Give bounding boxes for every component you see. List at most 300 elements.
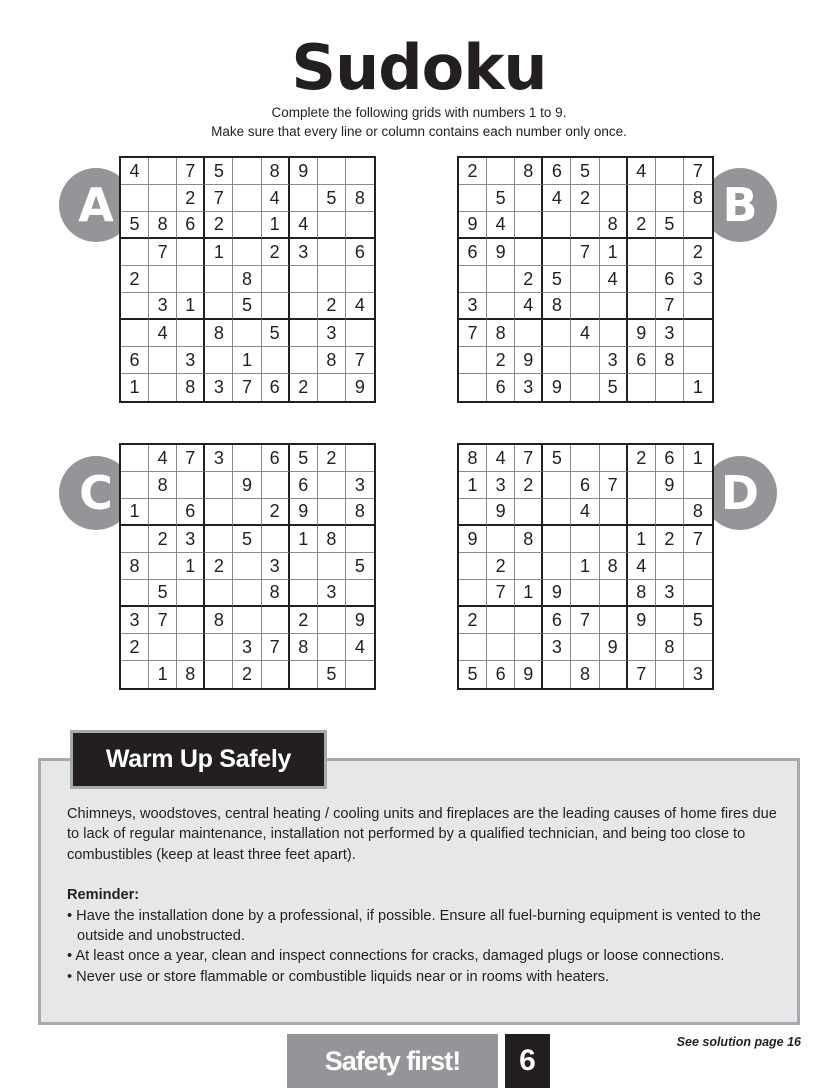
sudoku-cell <box>205 472 233 499</box>
sudoku-cell <box>459 266 487 293</box>
sudoku-cell: 7 <box>487 580 515 607</box>
sudoku-cell: 4 <box>628 158 656 185</box>
sudoku-cell: 8 <box>600 553 628 580</box>
sudoku-cell: 9 <box>459 526 487 553</box>
sudoku-cell: 7 <box>346 347 374 374</box>
sudoku-cell: 5 <box>459 661 487 688</box>
sudoku-cell: 9 <box>515 661 543 688</box>
sudoku-cell <box>515 320 543 347</box>
sudoku-cell <box>149 374 177 401</box>
sudoku-cell <box>571 347 599 374</box>
sudoku-cell: 1 <box>149 661 177 688</box>
sudoku-cell: 4 <box>149 445 177 472</box>
sudoku-cell <box>515 553 543 580</box>
sudoku-cell <box>233 158 261 185</box>
sudoku-cell <box>571 580 599 607</box>
sudoku-cell: 1 <box>233 347 261 374</box>
sudoku-cell: 4 <box>571 320 599 347</box>
sudoku-cell: 2 <box>684 239 712 266</box>
sudoku-cell <box>290 185 318 212</box>
sudoku-cell <box>177 239 205 266</box>
sudoku-cell: 9 <box>487 499 515 526</box>
sudoku-cell <box>233 239 261 266</box>
sudoku-cell: 1 <box>684 445 712 472</box>
sudoku-cell <box>487 158 515 185</box>
sudoku-cell <box>233 553 261 580</box>
sudoku-cell <box>600 607 628 634</box>
sudoku-cell: 8 <box>177 661 205 688</box>
reminder-bullet: • At least once a year, clean and inspect connections for cracks, damaged plugs or loose connections. <box>67 948 725 965</box>
sudoku-cell: 8 <box>515 526 543 553</box>
sudoku-cell <box>656 374 684 401</box>
sudoku-cell <box>600 499 628 526</box>
sudoku-cell: 2 <box>487 553 515 580</box>
sudoku-cell <box>233 607 261 634</box>
sudoku-cell <box>515 607 543 634</box>
sudoku-cell: 2 <box>318 445 346 472</box>
sudoku-cell <box>290 661 318 688</box>
sudoku-cell: 8 <box>205 607 233 634</box>
sudoku-cell <box>318 158 346 185</box>
sudoku-cell: 5 <box>656 212 684 239</box>
sudoku-cell: 8 <box>121 553 149 580</box>
sudoku-cell <box>262 266 290 293</box>
sudoku-cell <box>600 580 628 607</box>
sudoku-cell <box>571 634 599 661</box>
sudoku-cell <box>487 607 515 634</box>
sudoku-cell: 6 <box>656 445 684 472</box>
sudoku-cell: 5 <box>543 266 571 293</box>
sudoku-cell <box>318 266 346 293</box>
sudoku-cell: 7 <box>177 445 205 472</box>
sudoku-cell: 9 <box>515 347 543 374</box>
sudoku-cell: 1 <box>571 553 599 580</box>
sudoku-cell <box>459 634 487 661</box>
sudoku-cell <box>262 661 290 688</box>
sudoku-grid-a <box>119 156 376 403</box>
sudoku-cell: 8 <box>487 320 515 347</box>
sudoku-cell <box>487 634 515 661</box>
sudoku-cell: 5 <box>318 185 346 212</box>
sudoku-cell: 5 <box>318 661 346 688</box>
sudoku-cell: 2 <box>459 607 487 634</box>
sudoku-cell <box>684 293 712 320</box>
sudoku-cell: 8 <box>233 266 261 293</box>
sudoku-cell <box>262 347 290 374</box>
sudoku-cell <box>346 526 374 553</box>
sudoku-cell: 2 <box>262 239 290 266</box>
sudoku-cell: 4 <box>571 499 599 526</box>
sudoku-cell: 9 <box>459 212 487 239</box>
sudoku-cell <box>459 374 487 401</box>
sudoku-cell: 6 <box>121 347 149 374</box>
sudoku-cell <box>121 472 149 499</box>
reminder-label: Reminder: <box>67 887 140 904</box>
sudoku-grid-c <box>119 443 376 690</box>
sudoku-cell <box>318 499 346 526</box>
sudoku-cell <box>121 580 149 607</box>
sudoku-cell: 4 <box>628 553 656 580</box>
sudoku-cell: 3 <box>149 293 177 320</box>
sudoku-cell: 3 <box>487 472 515 499</box>
sudoku-cell: 8 <box>318 526 346 553</box>
page-title: Sudoku <box>291 31 547 104</box>
sudoku-cell: 2 <box>515 266 543 293</box>
sudoku-cell: 6 <box>628 347 656 374</box>
sudoku-cell <box>656 185 684 212</box>
sudoku-cell: 7 <box>600 472 628 499</box>
sudoku-cell: 2 <box>487 347 515 374</box>
sudoku-cell <box>205 634 233 661</box>
sudoku-cell <box>571 445 599 472</box>
sudoku-cell <box>656 499 684 526</box>
sudoku-cell: 3 <box>121 607 149 634</box>
sudoku-cell: 6 <box>487 374 515 401</box>
sudoku-cell <box>346 266 374 293</box>
sudoku-cell: 2 <box>318 293 346 320</box>
puzzle-badge-c: C <box>59 456 133 530</box>
sudoku-cell <box>177 472 205 499</box>
sudoku-cell <box>233 185 261 212</box>
sudoku-cell <box>318 239 346 266</box>
sudoku-cell: 6 <box>262 374 290 401</box>
sudoku-cell: 3 <box>290 239 318 266</box>
sudoku-cell <box>656 661 684 688</box>
sudoku-cell <box>205 347 233 374</box>
sudoku-cell <box>543 347 571 374</box>
sudoku-cell: 7 <box>656 293 684 320</box>
sudoku-cell: 7 <box>233 374 261 401</box>
sudoku-cell: 3 <box>600 347 628 374</box>
info-box-heading: Warm Up Safely <box>70 730 327 789</box>
sudoku-cell: 3 <box>459 293 487 320</box>
sudoku-cell: 7 <box>571 239 599 266</box>
sudoku-cell: 6 <box>262 445 290 472</box>
sudoku-cell: 5 <box>121 212 149 239</box>
sudoku-cell <box>149 634 177 661</box>
sudoku-cell: 3 <box>543 634 571 661</box>
sudoku-cell: 1 <box>290 526 318 553</box>
sudoku-cell <box>121 445 149 472</box>
sudoku-cell: 4 <box>290 212 318 239</box>
sudoku-cell: 5 <box>543 445 571 472</box>
sudoku-cell <box>684 634 712 661</box>
sudoku-cell: 1 <box>177 553 205 580</box>
sudoku-cell <box>290 320 318 347</box>
sudoku-cell <box>600 158 628 185</box>
sudoku-cell: 4 <box>487 212 515 239</box>
sudoku-cell: 8 <box>318 347 346 374</box>
sudoku-cell: 6 <box>543 158 571 185</box>
sudoku-cell: 4 <box>487 445 515 472</box>
sudoku-cell <box>628 374 656 401</box>
sudoku-cell: 7 <box>177 158 205 185</box>
sudoku-cell: 5 <box>346 553 374 580</box>
sudoku-cell <box>600 526 628 553</box>
sudoku-cell: 8 <box>346 185 374 212</box>
sudoku-cell <box>543 320 571 347</box>
sudoku-cell: 5 <box>487 185 515 212</box>
info-box-body <box>67 804 787 987</box>
sudoku-cell <box>515 239 543 266</box>
sudoku-cell: 3 <box>684 266 712 293</box>
sudoku-cell <box>177 580 205 607</box>
sudoku-cell <box>487 266 515 293</box>
sudoku-cell: 3 <box>233 634 261 661</box>
sudoku-cell: 1 <box>262 212 290 239</box>
sudoku-cell: 7 <box>205 185 233 212</box>
sudoku-cell: 3 <box>692 664 703 684</box>
sudoku-cell: 1 <box>205 239 233 266</box>
sudoku-cell <box>656 239 684 266</box>
sudoku-cell: 9 <box>354 377 365 397</box>
sudoku-cell: 8 <box>290 634 318 661</box>
sudoku-cell <box>571 526 599 553</box>
sudoku-cell: 8 <box>515 158 543 185</box>
sudoku-cell: 3 <box>346 472 374 499</box>
sudoku-cell <box>684 212 712 239</box>
sudoku-cell: 2 <box>515 472 543 499</box>
sudoku-cell: 2 <box>262 499 290 526</box>
sudoku-cell: 5 <box>571 158 599 185</box>
sudoku-cell <box>233 499 261 526</box>
sudoku-cell: 6 <box>177 212 205 239</box>
sudoku-cell: 9 <box>346 607 374 634</box>
sudoku-cell: 2 <box>628 212 656 239</box>
page-number: 6 <box>505 1034 550 1088</box>
sudoku-cell: 3 <box>205 374 233 401</box>
sudoku-cell: 3 <box>205 445 233 472</box>
sudoku-cell <box>262 526 290 553</box>
sudoku-cell <box>318 212 346 239</box>
sudoku-cell <box>543 239 571 266</box>
sudoku-cell <box>346 158 374 185</box>
sudoku-cell: 4 <box>121 158 149 185</box>
sudoku-cell: 5 <box>684 607 712 634</box>
sudoku-cell <box>318 607 346 634</box>
sudoku-cell <box>543 661 571 688</box>
sudoku-cell: 3 <box>515 374 543 401</box>
sudoku-cell: 5 <box>600 374 628 401</box>
sudoku-cell <box>121 661 149 688</box>
sudoku-cell: 7 <box>149 239 177 266</box>
sudoku-cell: 9 <box>656 472 684 499</box>
sudoku-cell: 5 <box>149 580 177 607</box>
sudoku-cell <box>262 472 290 499</box>
sudoku-cell: 3 <box>177 526 205 553</box>
sudoku-cell: 5 <box>262 320 290 347</box>
sudoku-cell <box>205 526 233 553</box>
sudoku-cell <box>177 266 205 293</box>
sudoku-cell: 2 <box>121 634 149 661</box>
sudoku-cell: 7 <box>262 634 290 661</box>
sudoku-cell <box>571 266 599 293</box>
sudoku-cell <box>628 472 656 499</box>
sudoku-cell: 6 <box>656 266 684 293</box>
sudoku-cell <box>346 661 374 688</box>
sudoku-cell: 3 <box>656 580 684 607</box>
reminder-bullet: • Have the installation done by a professional, if possible. Ensure all fuel-burning equipment is vented to the outside and unobstructed. <box>67 907 761 945</box>
sudoku-cell: 8 <box>177 374 205 401</box>
sudoku-cell: 3 <box>318 320 346 347</box>
sudoku-cell: 3 <box>656 320 684 347</box>
sudoku-grid-b <box>457 156 714 403</box>
sudoku-cell: 1 <box>628 526 656 553</box>
sudoku-cell <box>656 158 684 185</box>
sudoku-cell <box>600 445 628 472</box>
sudoku-cell <box>177 634 205 661</box>
sudoku-grid-d <box>457 443 714 690</box>
sudoku-cell: 5 <box>233 293 261 320</box>
sudoku-cell: 1 <box>692 377 703 397</box>
sudoku-cell <box>290 580 318 607</box>
sudoku-cell <box>318 472 346 499</box>
sudoku-cell <box>487 293 515 320</box>
sudoku-cell <box>684 347 712 374</box>
footer-tagline: Safety first! <box>287 1034 498 1088</box>
sudoku-cell <box>628 266 656 293</box>
sudoku-cell: 9 <box>233 472 261 499</box>
sudoku-cell: 2 <box>656 526 684 553</box>
puzzle-badge-d: D <box>703 456 777 530</box>
sudoku-cell <box>600 185 628 212</box>
sudoku-cell <box>571 374 599 401</box>
sudoku-cell: 9 <box>290 158 318 185</box>
sudoku-cell <box>515 499 543 526</box>
sudoku-cell: 9 <box>543 580 571 607</box>
sudoku-cell <box>177 320 205 347</box>
solution-note: See solution page 16 <box>676 1035 801 1049</box>
sudoku-cell: 1 <box>515 580 543 607</box>
sudoku-cell: 6 <box>487 661 515 688</box>
sudoku-cell <box>684 320 712 347</box>
sudoku-cell <box>628 239 656 266</box>
sudoku-cell: 8 <box>628 580 656 607</box>
sudoku-cell <box>346 445 374 472</box>
sudoku-cell: 8 <box>149 212 177 239</box>
puzzle-badge-a: A <box>59 168 133 242</box>
sudoku-cell: 1 <box>177 293 205 320</box>
sudoku-cell <box>346 580 374 607</box>
sudoku-cell <box>205 499 233 526</box>
sudoku-cell: 7 <box>149 607 177 634</box>
sudoku-cell <box>459 499 487 526</box>
sudoku-cell: 2 <box>205 212 233 239</box>
sudoku-cell <box>684 553 712 580</box>
sudoku-cell: 4 <box>346 293 374 320</box>
sudoku-cell: 9 <box>487 239 515 266</box>
sudoku-cell: 2 <box>290 607 318 634</box>
sudoku-cell: 5 <box>290 445 318 472</box>
sudoku-cell: 6 <box>459 239 487 266</box>
sudoku-cell: 2 <box>628 445 656 472</box>
sudoku-cell: 8 <box>346 499 374 526</box>
sudoku-cell <box>628 634 656 661</box>
sudoku-cell: 9 <box>290 499 318 526</box>
sudoku-cell: 4 <box>600 266 628 293</box>
sudoku-cell <box>656 607 684 634</box>
sudoku-cell <box>290 293 318 320</box>
sudoku-cell: 9 <box>600 634 628 661</box>
instruction-line-1: Complete the following grids with numbers 1 to 9. <box>271 105 567 120</box>
sudoku-cell: 1 <box>121 374 149 401</box>
sudoku-cell <box>318 553 346 580</box>
sudoku-cell <box>515 212 543 239</box>
sudoku-cell: 9 <box>628 320 656 347</box>
sudoku-cell <box>487 526 515 553</box>
sudoku-cell <box>684 472 712 499</box>
sudoku-cell <box>290 266 318 293</box>
sudoku-cell <box>318 634 346 661</box>
sudoku-cell: 2 <box>149 526 177 553</box>
sudoku-cell: 7 <box>571 607 599 634</box>
sudoku-cell <box>149 347 177 374</box>
sudoku-cell <box>656 553 684 580</box>
sudoku-cell: 8 <box>684 499 712 526</box>
sudoku-cell: 2 <box>205 553 233 580</box>
instruction-line-2: Make sure that every line or column contains each number only once. <box>211 124 627 139</box>
sudoku-cell <box>515 634 543 661</box>
sudoku-cell <box>149 185 177 212</box>
sudoku-cell <box>262 293 290 320</box>
sudoku-cell <box>346 212 374 239</box>
sudoku-cell <box>233 580 261 607</box>
sudoku-cell <box>149 499 177 526</box>
sudoku-cell: 8 <box>459 445 487 472</box>
puzzle-badge-b: B <box>703 168 777 242</box>
sudoku-cell: 7 <box>515 445 543 472</box>
sudoku-cell <box>233 212 261 239</box>
sudoku-cell <box>459 553 487 580</box>
sudoku-cell <box>600 320 628 347</box>
info-paragraph: Chimneys, woodstoves, central heating / cooling units and fireplaces are the leading causes of home fires due to lack of regular maintenance, installation not performed by a qualified technician, and being too close to combustibles (keep at least three feet apart). <box>67 806 777 863</box>
sudoku-cell <box>543 553 571 580</box>
sudoku-cell: 2 <box>290 374 318 401</box>
sudoku-cell <box>233 445 261 472</box>
sudoku-cell <box>459 347 487 374</box>
sudoku-cell <box>515 185 543 212</box>
sudoku-cell: 5 <box>233 526 261 553</box>
sudoku-cell <box>121 185 149 212</box>
sudoku-cell <box>205 266 233 293</box>
sudoku-cell: 4 <box>346 634 374 661</box>
sudoku-cell: 7 <box>459 320 487 347</box>
sudoku-cell <box>262 607 290 634</box>
sudoku-cell: 8 <box>600 212 628 239</box>
sudoku-cell: 7 <box>684 526 712 553</box>
sudoku-cell <box>318 374 346 401</box>
sudoku-cell: 7 <box>628 661 656 688</box>
sudoku-cell <box>290 347 318 374</box>
sudoku-cell <box>346 320 374 347</box>
sudoku-cell: 6 <box>543 607 571 634</box>
sudoku-cell: 9 <box>628 607 656 634</box>
sudoku-cell: 6 <box>571 472 599 499</box>
sudoku-cell <box>571 293 599 320</box>
sudoku-cell: 2 <box>459 158 487 185</box>
sudoku-cell: 4 <box>543 185 571 212</box>
sudoku-cell: 8 <box>656 347 684 374</box>
sudoku-cell <box>121 320 149 347</box>
sudoku-cell <box>149 158 177 185</box>
sudoku-cell: 8 <box>262 580 290 607</box>
sudoku-cell <box>290 553 318 580</box>
sudoku-cell: 8 <box>656 634 684 661</box>
sudoku-cell <box>543 499 571 526</box>
sudoku-cell: 1 <box>600 239 628 266</box>
sudoku-cell: 3 <box>262 553 290 580</box>
sudoku-cell: 5 <box>205 158 233 185</box>
